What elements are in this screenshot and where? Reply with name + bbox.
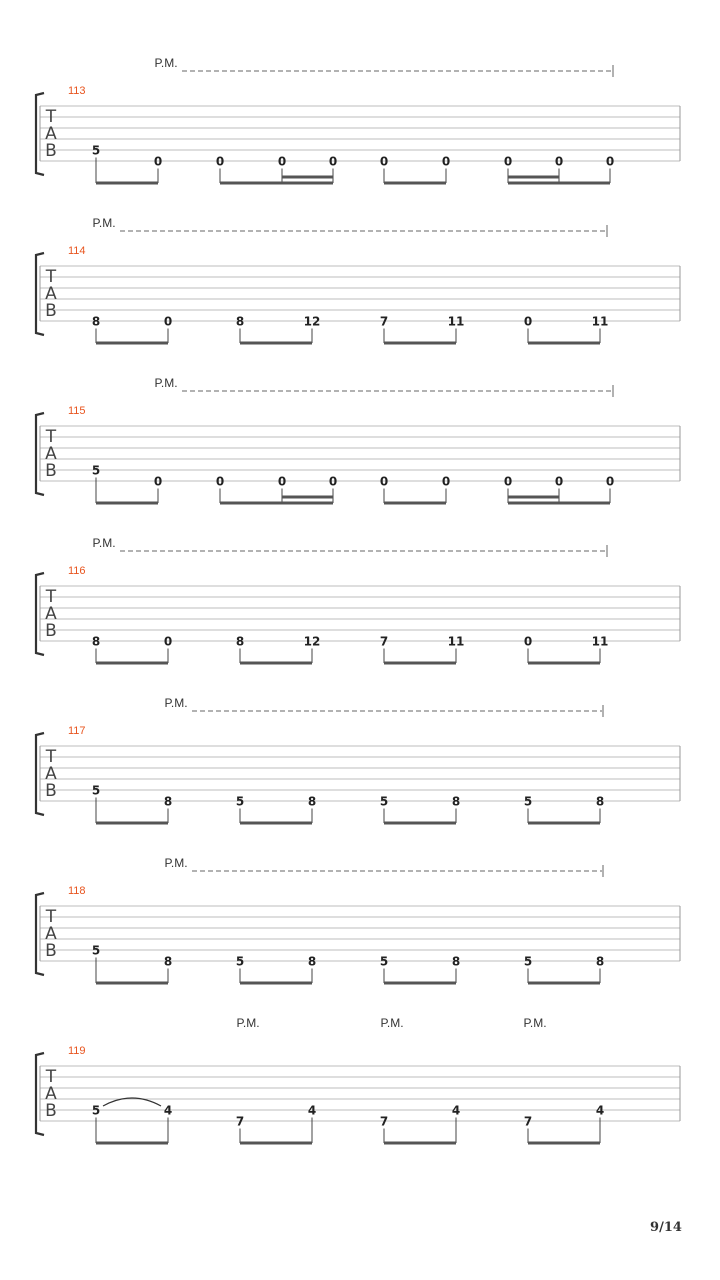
tab-clef-letter: A	[45, 924, 57, 944]
fret-number: 0	[379, 474, 389, 489]
fret-number: 0	[523, 314, 533, 329]
measure-number: 116	[68, 565, 86, 577]
tab-clef-letter: A	[45, 764, 57, 784]
fret-number: 5	[379, 794, 389, 809]
fret-number: 7	[523, 1114, 533, 1129]
fret-number: 0	[328, 154, 338, 169]
tab-clef-letter: T	[45, 107, 57, 127]
fret-number: 0	[153, 474, 163, 489]
fret-number: 0	[153, 154, 163, 169]
fret-number: 8	[307, 954, 317, 969]
fret-number: 4	[595, 1103, 605, 1118]
fret-number: 5	[91, 943, 101, 958]
palm-mute-label: P.M.	[523, 1016, 547, 1030]
fret-number: 4	[451, 1103, 461, 1118]
fret-number: 0	[441, 474, 451, 489]
measure-number: 118	[68, 885, 86, 897]
fret-number: 0	[277, 154, 287, 169]
fret-number: 0	[605, 154, 615, 169]
tab-system-113	[36, 56, 680, 183]
fret-number: 0	[328, 474, 338, 489]
fret-number: 0	[554, 154, 564, 169]
fret-number: 8	[451, 794, 461, 809]
fret-number: 7	[379, 1114, 389, 1129]
tab-clef-letter: A	[45, 444, 57, 464]
fret-number: 0	[605, 474, 615, 489]
fret-number: 8	[451, 954, 461, 969]
fret-number: 0	[379, 154, 389, 169]
fret-number: 11	[447, 634, 465, 649]
tab-clef-letter: T	[45, 267, 57, 287]
fret-number: 8	[595, 954, 605, 969]
tab-clef-letter: B	[45, 621, 57, 641]
fret-number: 8	[307, 794, 317, 809]
fret-number: 5	[523, 954, 533, 969]
tab-clef-letter: B	[45, 141, 57, 161]
fret-number: 4	[307, 1103, 317, 1118]
fret-number: 0	[163, 314, 173, 329]
tab-clef-letter: B	[45, 781, 57, 801]
tab-clef-letter: B	[45, 461, 57, 481]
fret-number: 0	[503, 474, 513, 489]
fret-number: 0	[503, 154, 513, 169]
tab-clef-letter: T	[45, 427, 57, 447]
fret-number: 0	[215, 474, 225, 489]
fret-number: 5	[91, 1103, 101, 1118]
fret-number: 0	[441, 154, 451, 169]
fret-number: 5	[235, 794, 245, 809]
palm-mute-label: P.M.	[164, 856, 188, 870]
tab-system-118	[36, 856, 680, 983]
fret-number: 8	[91, 634, 101, 649]
fret-number: 8	[163, 954, 173, 969]
fret-number: 11	[447, 314, 465, 329]
fret-number: 5	[235, 954, 245, 969]
fret-number: 0	[215, 154, 225, 169]
tab-clef-letter: T	[45, 747, 57, 767]
tab-system-114	[36, 216, 680, 343]
fret-number: 5	[91, 463, 101, 478]
fret-number: 8	[235, 634, 245, 649]
fret-number: 5	[91, 143, 101, 158]
palm-mute-label: P.M.	[380, 1016, 404, 1030]
tab-clef-letter: B	[45, 301, 57, 321]
fret-number: 11	[591, 314, 609, 329]
page-number: 9/14	[650, 1220, 682, 1235]
measure-number: 115	[68, 405, 86, 417]
fret-number: 12	[303, 314, 321, 329]
fret-number: 11	[591, 634, 609, 649]
fret-number: 5	[523, 794, 533, 809]
tab-system-115	[36, 376, 680, 503]
measure-number: 114	[68, 245, 86, 257]
palm-mute-label: P.M.	[154, 376, 178, 390]
fret-number: 8	[163, 794, 173, 809]
measure-number: 119	[68, 1045, 86, 1057]
tab-clef-letter: T	[45, 587, 57, 607]
palm-mute-label: P.M.	[236, 1016, 260, 1030]
fret-number: 5	[379, 954, 389, 969]
palm-mute-label: P.M.	[92, 536, 116, 550]
tab-clef-letter: T	[45, 907, 57, 927]
tab-system-119	[36, 1016, 680, 1143]
fret-number: 12	[303, 634, 321, 649]
measure-number: 117	[68, 725, 86, 737]
tab-clef-letter: A	[45, 604, 57, 624]
fret-number: 0	[523, 634, 533, 649]
palm-mute-label: P.M.	[154, 56, 178, 70]
palm-mute-label: P.M.	[92, 216, 116, 230]
tab-clef-letter: B	[45, 1101, 57, 1121]
fret-number: 5	[91, 783, 101, 798]
fret-number: 0	[163, 634, 173, 649]
fret-number: 7	[379, 634, 389, 649]
fret-number: 8	[235, 314, 245, 329]
fret-number: 0	[554, 474, 564, 489]
fret-number: 8	[91, 314, 101, 329]
fret-number: 4	[163, 1103, 173, 1118]
tab-clef-letter: B	[45, 941, 57, 961]
fret-number: 0	[277, 474, 287, 489]
tab-clef-letter: T	[45, 1067, 57, 1087]
fret-number: 7	[379, 314, 389, 329]
tab-clef-letter: A	[45, 124, 57, 144]
tab-clef-letter: A	[45, 284, 57, 304]
palm-mute-label: P.M.	[164, 696, 188, 710]
fret-number: 8	[595, 794, 605, 809]
tab-system-116	[36, 536, 680, 663]
tab-clef-letter: A	[45, 1084, 57, 1104]
measure-number: 113	[68, 85, 86, 97]
tab-system-117	[36, 696, 680, 823]
fret-number: 7	[235, 1114, 245, 1129]
